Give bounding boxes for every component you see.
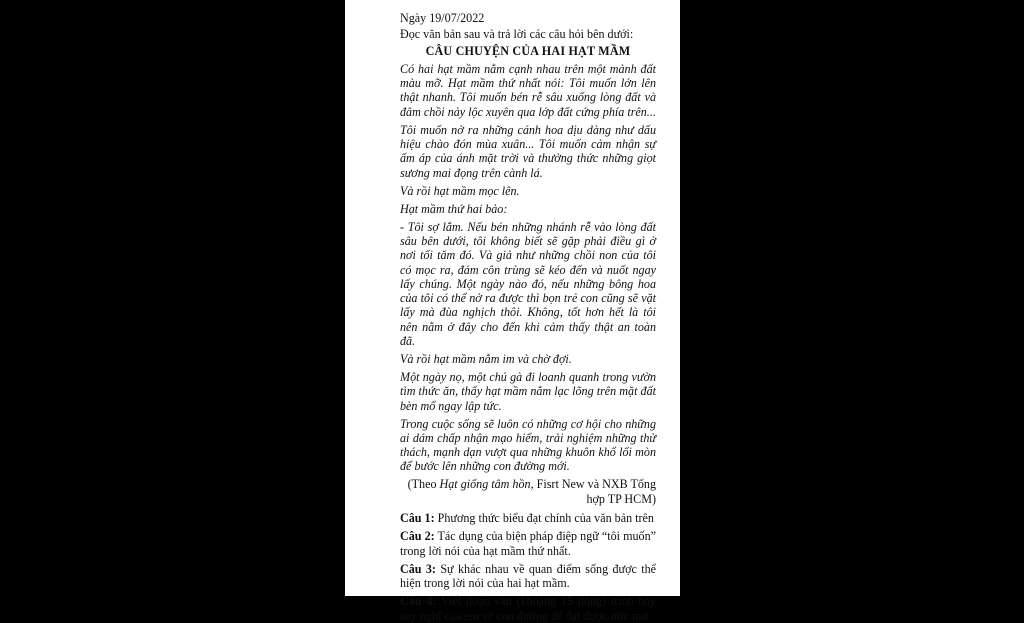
story-paragraph: - Tôi sợ lắm. Nếu bén những nhánh rễ vào lòng đất sâu bên dưới, tôi không biết sẽ gặp phải điều gì ở nơi tối tăm đó. Và giả như những chồi non của tôi có mọc ra, đám côn trùng sẽ kéo đến và nuốt ngay lấy chúng. Một ngày nào đó, nếu những bông hoa của tôi có thể nở ra được thì bọn trẻ con cũng sẽ vặt lấy mà đùa nghịch thôi. Không, tốt hơn hết là tôi nên nằm ở đây cho đến khi cảm thấy thật an toàn đã. <box>400 219 656 348</box>
story-paragraph: Có hai hạt mầm nằm cạnh nhau trên một mảnh đất màu mỡ. Hạt mầm thứ nhất nói: Tôi muốn lớn lên thật nhanh. Tôi muốn bén rễ sâu xuống lòng đất và đâm chồi nảy lộc xuyên qua lớp đất cứng phía trên... <box>400 61 656 119</box>
question-text: Viết đoạn văn (khoảng 15 dòng) trình bày suy nghĩ của em về con đường để đạt được ước mơ. <box>400 594 657 623</box>
story-title: CÂU CHUYỆN CỦA HAI HẠT MẦM <box>425 43 631 58</box>
story-paragraph: Trong cuộc sống sẽ luôn có những cơ hội cho những ai dám chấp nhận mạo hiểm, trải nghiệm những thử thách, mạnh dạn vượt qua những khuôn khổ lối mòn để bước lên những con đường mới. <box>400 416 656 474</box>
question-text: Phương thức biểu đạt chính của văn bản trên <box>434 511 654 525</box>
question-label: Câu 4: <box>400 594 437 609</box>
story-body <box>400 62 656 474</box>
source-book-title: Hạt giống tâm hồn <box>439 477 531 492</box>
document-page <box>345 0 680 623</box>
question-label: Câu 3: <box>400 561 436 576</box>
story-paragraph: Tôi muốn nở ra những cánh hoa dịu dàng như dấu hiệu chào đón mùa xuân... Tôi muốn cảm nhận sự ấm áp của ánh mặt trời và thưởng thức những giọt sương mai đọng trên cành lá. <box>400 122 656 180</box>
question-item <box>400 511 656 525</box>
question-label: Câu 1: <box>400 511 435 525</box>
story-paragraph: Và rồi hạt mầm mọc lên. <box>400 183 520 198</box>
question-item <box>400 562 656 591</box>
instruction-line: Đọc văn bản sau và trả lời các câu hỏi bên dưới: <box>400 27 634 42</box>
story-paragraph: Hạt mầm thứ hai bảo: <box>400 201 508 216</box>
story-paragraph: Một ngày nọ, một chú gà đi loanh quanh trong vườn tìm thức ăn, thấy hạt mầm nằm lạc lõng trên mặt đất bèn mổ ngay lập tức. <box>400 369 656 413</box>
date-line: Ngày 19/07/2022 <box>400 11 485 25</box>
question-text: Sự khác nhau về quan điểm sống được thể hiện trong lời nói của hai hạt mầm. <box>400 561 656 591</box>
question-item <box>400 594 656 623</box>
source-citation <box>400 477 656 506</box>
story-paragraph: Và rồi hạt mầm nằm im và chờ đợi. <box>400 351 572 366</box>
question-label: Câu 2: <box>400 529 435 544</box>
question-item <box>400 529 656 558</box>
source-prefix: (Theo <box>407 477 440 492</box>
question-text: Tác dụng của biện pháp điệp ngữ “tôi muốn” trong lời nói của hạt mầm thứ nhất. <box>400 529 656 558</box>
questions-list <box>400 511 656 623</box>
source-suffix: , Fisrt New và NXB Tổng hợp TP HCM) <box>530 477 656 506</box>
